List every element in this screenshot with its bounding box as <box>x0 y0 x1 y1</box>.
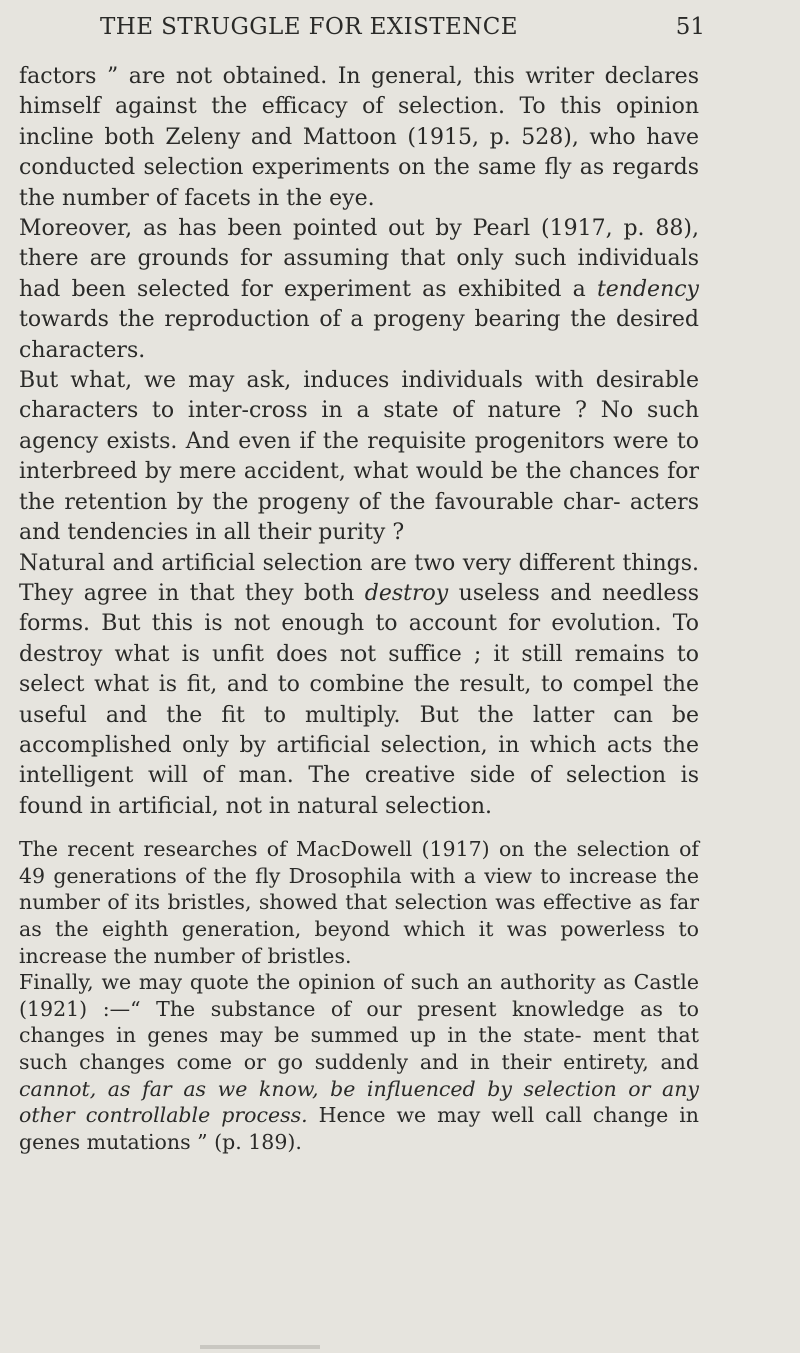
paragraph <box>19 969 699 1155</box>
paragraph <box>19 366 699 548</box>
text-run: But what, we may ask, induces individuals with desirable characters to inter-cross in a state of nature ? No such agency exists. And even if the requisite progenitors were to interbreed by mere accident, what would be the chances for the retention by the progeny of the favourable char- acters and tendencies in all their purity ? <box>19 368 699 546</box>
small-print-block <box>19 836 699 1155</box>
italic-phrase: destroy <box>364 580 449 606</box>
running-header <box>100 14 705 48</box>
paragraph <box>19 214 699 366</box>
text-run: useless and needless forms. But this is not enough to account for evolution. To destroy what is unfit does not suffice ; it still remains to select what is fit, and to combine the result, to compel the useful and the fit to multiply. But the latter can be accomplished only by artificial selection, in which acts the intelligent will of man. The creative side of selection is found in artificial, not in natural selection. <box>19 580 699 819</box>
italic-phrase: cannot, as far as we know, be influenced by selection or any other controllable process. <box>19 1076 699 1128</box>
paragraph <box>19 549 699 823</box>
main-text-block <box>19 62 699 822</box>
body-text <box>19 62 699 1155</box>
text-run: Hence we may well call change in genes mutations ” (p. 189). <box>19 1103 700 1154</box>
page-edge-shadow <box>200 1345 320 1349</box>
page-number: 51 <box>675 14 705 40</box>
text-run: factors ” are not obtained. In general, this writer declares himself against the efficacy of selection. To this opinion incline both Zeleny and Mattoon (1915, p. 528), who have conducted selection experiments on the same fly as regards the number of facets in the eye. <box>19 64 699 211</box>
text-run: Natural and artificial selection are two very different things. They agree in that they both <box>19 550 699 606</box>
paragraph <box>19 62 699 214</box>
text-run: Moreover, as has been pointed out by Pearl (1917, p. 88), there are grounds for assuming that only such individuals had been selected for experiment as exhibited a <box>19 216 699 302</box>
text-run: towards the reproduction of a progeny bearing the desired characters. <box>19 307 699 363</box>
paragraph <box>19 836 699 969</box>
text-run: Finally, we may quote the opinion of such an authority as Castle (1921) :—“ The substance of our present knowledge as to changes in genes may be summed up in the state- ment that such changes come or go suddenly and in their entirety, and <box>19 970 699 1074</box>
text-run: The recent researches of MacDowell (1917) on the selection of 49 generations of the fly Drosophila with a view to increase the number of its bristles, showed that selection was effective as far as the eighth generation, beyond which it was powerless to increase the number of bristles. <box>19 837 699 968</box>
italic-phrase: tendency <box>596 276 699 302</box>
running-header-title: THE STRUGGLE FOR EXISTENCE <box>100 14 518 40</box>
